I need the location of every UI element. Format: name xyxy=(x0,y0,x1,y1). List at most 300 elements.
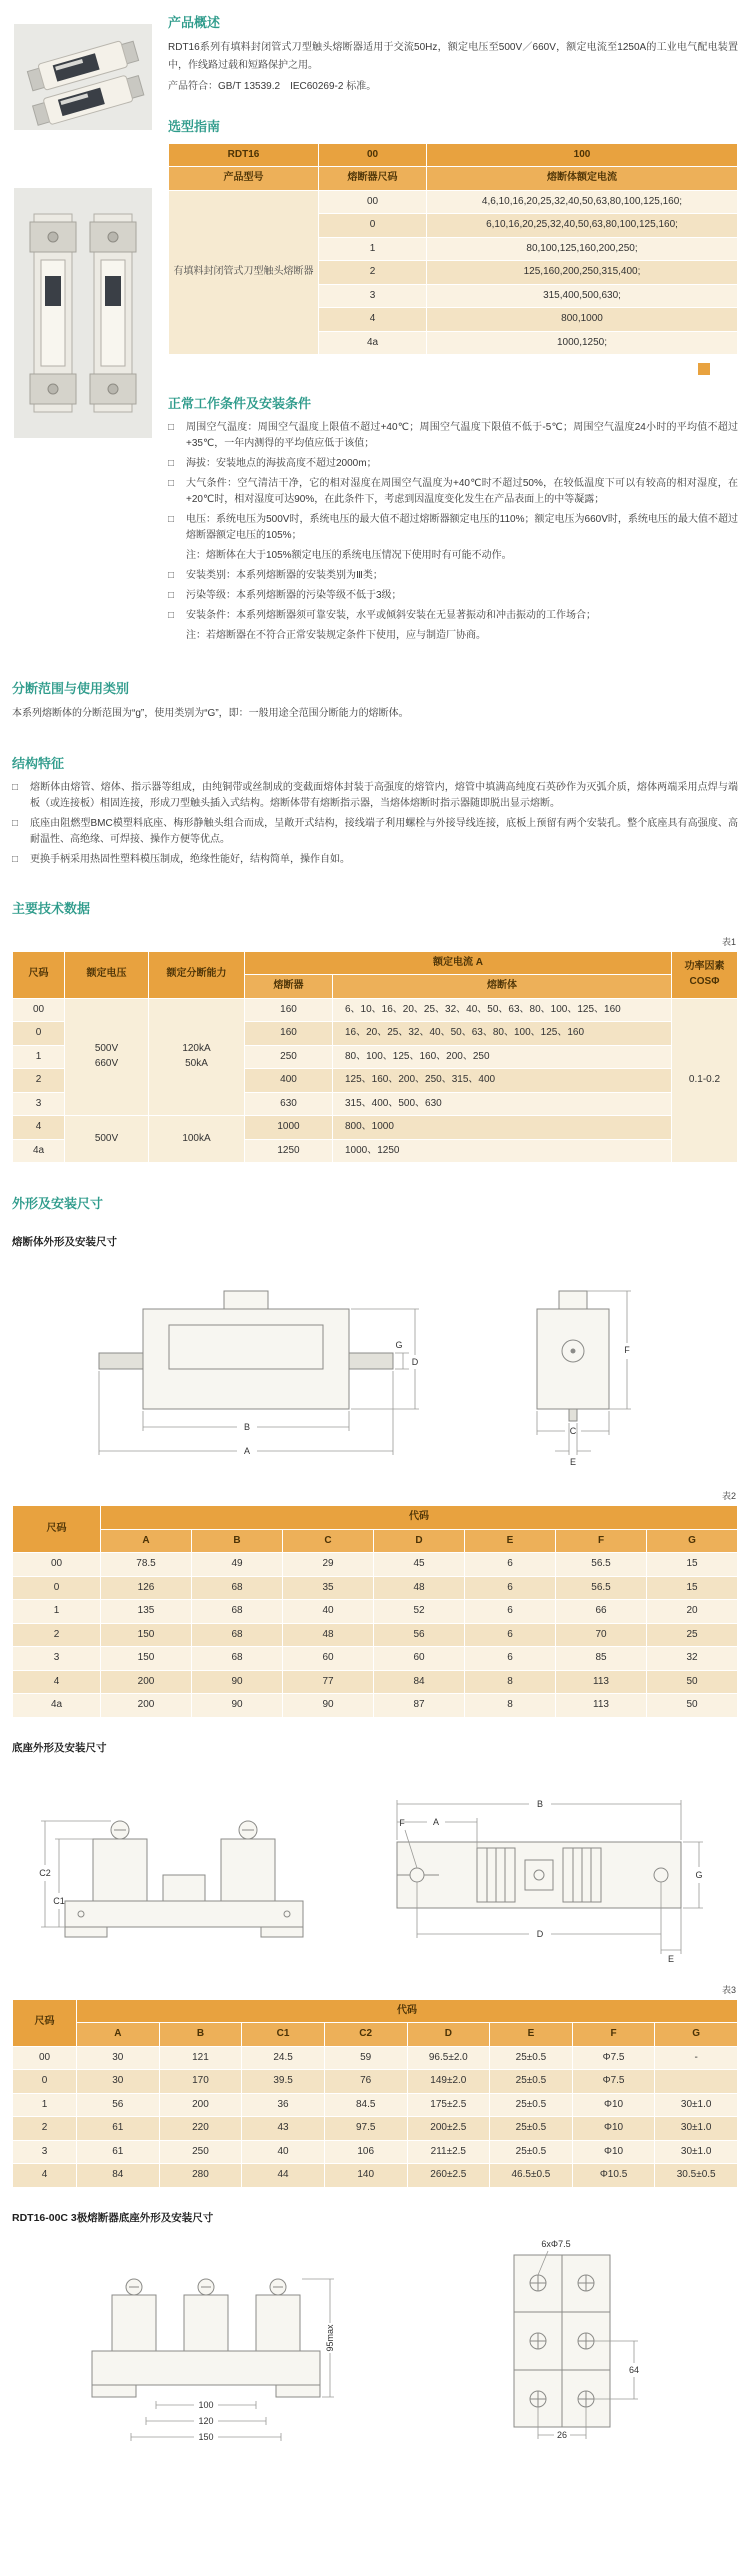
checkbox-glyph xyxy=(168,548,180,564)
current-cell: 125,160,200,250,315,400; xyxy=(427,261,738,285)
size-cell: 0 xyxy=(319,214,427,238)
value-cell: 113 xyxy=(556,1694,647,1718)
value-cell xyxy=(655,2070,738,2094)
value-cell: 59 xyxy=(324,2046,407,2070)
value-cell: 50 xyxy=(647,1694,738,1718)
breaking-cell xyxy=(149,998,245,1116)
condition-item xyxy=(168,512,738,544)
breaking-cell: 100kA xyxy=(149,1116,245,1163)
dim-label: 64 xyxy=(628,2364,640,2375)
value-cell: 135 xyxy=(101,1600,192,1624)
condition-item xyxy=(168,568,738,584)
condition-text: 污染等级：本系列熔断器的污染等级不低于3级； xyxy=(186,590,402,601)
col-header: B xyxy=(159,2023,242,2047)
dim-label: 95max xyxy=(325,2323,335,2352)
voltage-cell xyxy=(65,998,149,1116)
checkbox-glyph: □ xyxy=(12,853,19,865)
size-cell: 4a xyxy=(13,1694,101,1718)
selection-title: 选型指南 xyxy=(168,118,221,134)
fuse-links-photo xyxy=(14,24,152,130)
checkbox-glyph: □ xyxy=(12,817,19,829)
value-cell: 90 xyxy=(192,1670,283,1694)
value-cell: 85 xyxy=(556,1647,647,1671)
value-cell: 25±0.5 xyxy=(490,2046,573,2070)
value-cell: 39.5 xyxy=(242,2070,325,2094)
value-cell: 6 xyxy=(465,1576,556,1600)
condition-text: 周围空气温度：周围空气温度上限值不超过+40℃；周围空气温度下限值不低于-5℃；周围空气温度24小时的平均值不超过+35℃，一年内测得的平均值应低于该值； xyxy=(186,422,738,449)
top-main-column xyxy=(168,8,738,648)
selection-header-model: RDT16 xyxy=(169,143,319,167)
structure-list xyxy=(12,780,738,868)
product-photo-fuse-bases xyxy=(14,188,152,438)
size-cell: 0 xyxy=(13,1576,101,1600)
link-current-cell: 315、400、500、630 xyxy=(333,1092,672,1116)
value-cell: 260±2.5 xyxy=(407,2164,490,2188)
tech-data-table xyxy=(12,951,738,1164)
table-row xyxy=(13,1694,738,1718)
value-cell: 43 xyxy=(242,2117,325,2141)
dim-label: D xyxy=(411,1357,418,1367)
size-cell: 4a xyxy=(13,1139,65,1163)
structure-item xyxy=(12,780,738,812)
value-cell: 36 xyxy=(242,2093,325,2117)
value-cell: 56.5 xyxy=(556,1553,647,1577)
size-cell: 00 xyxy=(319,190,427,214)
value-cell: 84.5 xyxy=(324,2093,407,2117)
value-cell: 90 xyxy=(192,1694,283,1718)
value-cell: 25±0.5 xyxy=(490,2093,573,2117)
value-cell: 30±1.0 xyxy=(655,2117,738,2141)
dim-label: 100 xyxy=(198,2399,214,2410)
size-cell: 1 xyxy=(13,1600,101,1624)
link-current-cell: 80、100、125、160、200、250 xyxy=(333,1045,672,1069)
value-cell: - xyxy=(655,2046,738,2070)
table-row xyxy=(13,2164,738,2188)
table-row xyxy=(13,998,738,1022)
table2-label: 表2 xyxy=(721,1491,736,1501)
table-row xyxy=(13,2093,738,2117)
value-cell: 48 xyxy=(374,1576,465,1600)
checkbox-glyph: □ xyxy=(168,478,175,489)
dims3-header-row xyxy=(13,1999,738,2023)
size-cell: 00 xyxy=(13,1553,101,1577)
col-header: C2 xyxy=(324,2023,407,2047)
value-cell: 56 xyxy=(77,2093,160,2117)
value-cell: 30 xyxy=(77,2070,160,2094)
col-header-code: 代码 xyxy=(77,1999,738,2023)
value-cell: 150 xyxy=(101,1647,192,1671)
col-header: D xyxy=(407,2023,490,2047)
value-cell: Φ10 xyxy=(572,2140,655,2164)
value-cell: 61 xyxy=(77,2117,160,2141)
condition-text: 大气条件：空气清洁干净，它的相对湿度在周围空气温度为+40℃时不超过50%，在较低温度下可以有较高的相对湿度，在+20℃时，相对湿度可达90%，在此条件下，考虑到因温度变化发生在产品表面上的中等凝露； xyxy=(186,478,738,505)
selection-header-current: 100 xyxy=(427,143,738,167)
size-cell: 2 xyxy=(13,1623,101,1647)
value-cell: 90 xyxy=(283,1694,374,1718)
dim-label: 150 xyxy=(198,2431,214,2442)
link-current-cell: 1000、1250 xyxy=(333,1139,672,1163)
col-header-holder: 熔断器 xyxy=(245,975,333,999)
category-title: 分断范围与使用类别 xyxy=(12,681,130,696)
value-cell: 25±0.5 xyxy=(490,2070,573,2094)
table-row xyxy=(169,190,738,214)
overview-paragraph: RDT16系列有填料封闭管式刀型触头熔断器适用于交流50Hz，额定电压至500V／660V，额定电流至1250A的工业电气配电装置中，作线路过载和短路保护之用。 xyxy=(168,42,738,71)
table-row xyxy=(13,2070,738,2094)
product-photos xyxy=(12,8,154,648)
dim-label: B xyxy=(537,1798,544,1809)
fuse-front-drawing xyxy=(81,1259,421,1471)
value-cell: 15 xyxy=(647,1576,738,1600)
holder-current-cell: 160 xyxy=(245,998,333,1022)
value-cell: 220 xyxy=(159,2117,242,2141)
col-header: C1 xyxy=(242,2023,325,2047)
value-cell: 30.5±0.5 xyxy=(655,2164,738,2188)
value-cell: 66 xyxy=(556,1600,647,1624)
selection-table xyxy=(168,143,738,356)
value-cell: 175±2.5 xyxy=(407,2093,490,2117)
value-cell: 48 xyxy=(283,1623,374,1647)
value-cell: 113 xyxy=(556,1670,647,1694)
dims2-header-row xyxy=(13,1506,738,1530)
value-cell: 35 xyxy=(283,1576,374,1600)
col-header-size: 尺码 xyxy=(13,951,65,998)
table-row xyxy=(13,1576,738,1600)
size-cell: 00 xyxy=(13,2046,77,2070)
value-cell: 96.5±2.0 xyxy=(407,2046,490,2070)
value-cell: 25±0.5 xyxy=(490,2140,573,2164)
selection-header-size: 00 xyxy=(319,143,427,167)
value-cell: 200 xyxy=(159,2093,242,2117)
value-cell: 68 xyxy=(192,1600,283,1624)
value-cell: Φ10 xyxy=(572,2117,655,2141)
value-cell: Φ10 xyxy=(572,2093,655,2117)
pole3-front-drawing xyxy=(62,2235,362,2447)
condition-text: 海拔：安装地点的海拔高度不超过2000m； xyxy=(186,458,377,469)
value-cell: 30±1.0 xyxy=(655,2140,738,2164)
link-current-cell: 800、1000 xyxy=(333,1116,672,1140)
value-cell: 6 xyxy=(465,1647,556,1671)
value-cell: 8 xyxy=(465,1694,556,1718)
conditions-list xyxy=(168,420,738,644)
value-cell: Φ10.5 xyxy=(572,2164,655,2188)
value-cell: 49 xyxy=(192,1553,283,1577)
dim-label: 26 xyxy=(556,2429,568,2440)
base-top-drawing xyxy=(359,1790,719,1965)
category-text: 本系列熔断体的分断范围为“g”，使用类别为“G”，即：一般用途全范围分断能力的熔断体。 xyxy=(12,708,409,719)
value-cell: 149±2.0 xyxy=(407,2070,490,2094)
dim-label: 120 xyxy=(198,2415,214,2426)
value-cell: 29 xyxy=(283,1553,374,1577)
dim-label: 6xΦ7.5 xyxy=(541,2238,571,2249)
current-cell: 6,10,16,20,25,32,40,50,63,80,100,125,160; xyxy=(427,214,738,238)
link-current-cell: 125、160、200、250、315、400 xyxy=(333,1069,672,1093)
size-cell: 2 xyxy=(13,1069,65,1093)
size-cell: 1 xyxy=(13,2093,77,2117)
value-cell: 30 xyxy=(77,2046,160,2070)
value-cell: Φ7.5 xyxy=(572,2070,655,2094)
fuse-bases-photo xyxy=(14,188,152,438)
value-cell: 52 xyxy=(374,1600,465,1624)
col-header-size: 尺码 xyxy=(13,1999,77,2046)
value-cell: 200 xyxy=(101,1670,192,1694)
value-cell: 97.5 xyxy=(324,2117,407,2141)
value-cell: 140 xyxy=(324,2164,407,2188)
value-cell: 8 xyxy=(465,1670,556,1694)
value-cell: 84 xyxy=(77,2164,160,2188)
pole3-top-drawing xyxy=(452,2235,672,2447)
size-cell: 0 xyxy=(13,1022,65,1046)
size-cell: 3 xyxy=(13,2140,77,2164)
checkbox-glyph: □ xyxy=(168,422,175,433)
structure-section xyxy=(12,753,738,868)
value-cell: 25±0.5 xyxy=(490,2117,573,2141)
size-cell: 2 xyxy=(13,2117,77,2141)
value-cell: 30±1.0 xyxy=(655,2093,738,2117)
dim-label: C1 xyxy=(52,1895,65,1906)
dims3-subheader-row xyxy=(13,2023,738,2047)
col-header: F xyxy=(556,1529,647,1553)
col-header: E xyxy=(490,2023,573,2047)
current-cell: 1000,1250; xyxy=(427,331,738,355)
table-row xyxy=(13,2046,738,2070)
voltage-value: 500V xyxy=(94,1043,119,1055)
value-cell: 211±2.5 xyxy=(407,2140,490,2164)
value-cell: 6 xyxy=(465,1553,556,1577)
condition-text: 注：熔断体在大于105%额定电压的系统电压情况下使用时有可能不动作。 xyxy=(186,550,512,561)
top-section xyxy=(12,8,738,648)
table-row xyxy=(13,1600,738,1624)
checkbox-glyph: □ xyxy=(12,781,19,793)
value-cell: 32 xyxy=(647,1647,738,1671)
current-cell: 80,100,125,160,200,250; xyxy=(427,237,738,261)
table-row xyxy=(13,2140,738,2164)
value-cell: 200±2.5 xyxy=(407,2117,490,2141)
overview-standard: 产品符合：GB/T 13539.2 IEC60269-2 标准。 xyxy=(168,81,377,92)
dim-label: A xyxy=(433,1816,440,1827)
holder-current-cell: 630 xyxy=(245,1092,333,1116)
dim-label: B xyxy=(243,1422,250,1432)
base-dims-caption: 底座外形及安装尺寸 xyxy=(12,1741,107,1754)
structure-title: 结构特征 xyxy=(12,755,65,771)
dim-label: D xyxy=(537,1928,544,1939)
structure-text: 熔断体由熔管、熔体、指示器等组成，由纯铜带或丝制成的变截面熔体封装于高强度的熔管内，熔管中填满高纯度石英砂作为灭弧介质，熔体两端采用点焊与端板（或连接板）相固连接，形成刀型触头插入式结构。熔断体带有熔断指示器，当熔体熔断时指示器随即脱出显示熔断。 xyxy=(30,781,738,809)
col-header: D xyxy=(374,1529,465,1553)
breaking-value: 120kA xyxy=(182,1043,211,1055)
conditions-title: 正常工作条件及安装条件 xyxy=(168,396,312,411)
dim-label: E xyxy=(668,1953,675,1964)
value-cell: 56 xyxy=(374,1623,465,1647)
col-header-cos: 功率因素 COSΦ xyxy=(672,951,738,998)
value-cell: 200 xyxy=(101,1694,192,1718)
col-header: B xyxy=(192,1529,283,1553)
value-cell: 45 xyxy=(374,1553,465,1577)
table3-label: 表3 xyxy=(721,1984,736,1995)
col-header: A xyxy=(101,1529,192,1553)
current-cell: 800,1000 xyxy=(427,308,738,332)
size-cell: 3 xyxy=(13,1647,101,1671)
tech-title: 主要技术数据 xyxy=(12,900,91,916)
structure-text: 底座由阻燃型BMC模塑料底座、梅形静触头组合而成，呈敞开式结构，接线端子利用螺栓与外接导线连接，底板上预留有两个安装孔。整个底座具有高强度、高耐温性、高绝缘、可焊接、操作方便等优点。 xyxy=(30,817,738,845)
dim-label: A xyxy=(243,1446,250,1456)
condition-item xyxy=(168,476,738,508)
dim-label: G xyxy=(695,1869,703,1880)
condition-item xyxy=(168,588,738,604)
value-cell: 56.5 xyxy=(556,1576,647,1600)
breaking-value: 50kA xyxy=(185,1057,208,1069)
value-cell: 25 xyxy=(647,1623,738,1647)
condition-item xyxy=(168,608,738,624)
value-cell: 24.5 xyxy=(242,2046,325,2070)
size-cell: 4 xyxy=(319,308,427,332)
value-cell: 77 xyxy=(283,1670,374,1694)
condition-text: 电压：系统电压为500V时，系统电压的最大值不超过熔断器额定电压的110%；额定电压为660V时，系统电压的最大值不超过熔断器额定电压的105%； xyxy=(186,514,738,541)
size-cell: 3 xyxy=(13,1092,65,1116)
size-cell: 4 xyxy=(13,1116,65,1140)
structure-item xyxy=(12,852,738,868)
dims2-subheader-row xyxy=(13,1529,738,1553)
table1-label: 表1 xyxy=(721,936,736,947)
size-cell: 4a xyxy=(319,331,427,355)
cos-cell: 0.1-0.2 xyxy=(672,998,738,1163)
fuse-side-drawing xyxy=(489,1259,669,1471)
col-header: G xyxy=(647,1529,738,1553)
checkbox-glyph: □ xyxy=(168,458,175,469)
value-cell: 150 xyxy=(101,1623,192,1647)
fuse-drawings xyxy=(12,1259,738,1471)
col-header: G xyxy=(655,2023,738,2047)
dim-label: E xyxy=(570,1457,577,1467)
value-cell: 126 xyxy=(101,1576,192,1600)
value-cell: 250 xyxy=(159,2140,242,2164)
value-cell: 44 xyxy=(242,2164,325,2188)
condition-text: 安装类别：本系列熔断器的安装类别为Ⅲ类； xyxy=(186,570,383,581)
value-cell: 70 xyxy=(556,1623,647,1647)
table-row xyxy=(13,2117,738,2141)
value-cell: 87 xyxy=(374,1694,465,1718)
base-dims-table xyxy=(12,1999,738,2188)
bottom-dims-caption: RDT16-00C 3极熔断器底座外形及安装尺寸 xyxy=(12,2211,214,2224)
checkbox-glyph: □ xyxy=(168,514,175,525)
product-name-cell: 有填料封闭管式刀型触头熔断器 xyxy=(169,190,319,355)
table-row xyxy=(13,1623,738,1647)
fuse-dims-table xyxy=(12,1505,738,1718)
value-cell: 170 xyxy=(159,2070,242,2094)
col-header-voltage: 额定电压 xyxy=(65,951,149,998)
size-cell: 3 xyxy=(319,284,427,308)
holder-current-cell: 250 xyxy=(245,1045,333,1069)
col-header-breaking: 额定分断能力 xyxy=(149,951,245,998)
dim-label: C xyxy=(570,1426,577,1436)
size-cell: 0 xyxy=(13,2070,77,2094)
base-drawings xyxy=(12,1765,738,1965)
value-cell: 6 xyxy=(465,1623,556,1647)
size-cell: 1 xyxy=(13,1045,65,1069)
current-cell: 4,6,10,16,20,25,32,40,50,63,80,100,125,160; xyxy=(427,190,738,214)
col-header-code: 代码 xyxy=(101,1506,738,1530)
table-row xyxy=(13,1670,738,1694)
holder-current-cell: 1000 xyxy=(245,1116,333,1140)
dim-label: F xyxy=(624,1345,631,1355)
voltage-cell: 500V xyxy=(65,1116,149,1163)
value-cell: 78.5 xyxy=(101,1553,192,1577)
table-row xyxy=(13,1647,738,1671)
value-cell: 68 xyxy=(192,1623,283,1647)
value-cell: 46.5±0.5 xyxy=(490,2164,573,2188)
condition-item xyxy=(168,420,738,452)
selection-subheader-model: 产品型号 xyxy=(169,167,319,191)
holder-current-cell: 160 xyxy=(245,1022,333,1046)
size-cell: 1 xyxy=(319,237,427,261)
col-header: A xyxy=(77,2023,160,2047)
product-photo-fuse-links xyxy=(14,24,152,130)
value-cell: 40 xyxy=(242,2140,325,2164)
value-cell: 50 xyxy=(647,1670,738,1694)
col-header-link: 熔断体 xyxy=(333,975,672,999)
link-current-cell: 16、20、25、32、40、50、63、80、100、125、160 xyxy=(333,1022,672,1046)
selection-subheader-current: 熔断体额定电流 xyxy=(427,167,738,191)
col-header: E xyxy=(465,1529,556,1553)
structure-text: 更换手柄采用热固性塑料模压制成，绝缘性能好，结构简单，操作自如。 xyxy=(30,853,350,865)
value-cell: 84 xyxy=(374,1670,465,1694)
dims-title: 外形及安装尺寸 xyxy=(12,1196,104,1211)
dim-label: G xyxy=(395,1340,403,1350)
value-cell: 60 xyxy=(374,1647,465,1671)
checkbox-glyph: □ xyxy=(168,590,175,601)
condition-text: 注：若熔断器在不符合正常安装规定条件下使用，应与制造厂协商。 xyxy=(186,630,486,641)
condition-item xyxy=(168,548,738,564)
value-cell: 280 xyxy=(159,2164,242,2188)
pole3-drawings xyxy=(12,2235,738,2447)
base-front-drawing xyxy=(31,1765,341,1965)
structure-item xyxy=(12,816,738,848)
checkbox-glyph: □ xyxy=(168,570,175,581)
voltage-value: 660V xyxy=(94,1057,119,1069)
value-cell: 60 xyxy=(283,1647,374,1671)
checkbox-glyph xyxy=(168,628,180,644)
dim-label: F xyxy=(399,1817,406,1828)
size-cell: 00 xyxy=(13,998,65,1022)
value-cell: 20 xyxy=(647,1600,738,1624)
value-cell: 61 xyxy=(77,2140,160,2164)
link-current-cell: 6、10、16、20、25、32、40、50、63、80、100、125、160 xyxy=(333,998,672,1022)
fuse-dims-caption: 熔断体外形及安装尺寸 xyxy=(12,1236,117,1248)
selection-subheader-row xyxy=(169,167,738,191)
col-header-current-group: 额定电流 A xyxy=(245,951,672,975)
col-header: C xyxy=(283,1529,374,1553)
dim-label: C2 xyxy=(38,1867,51,1878)
decor-square xyxy=(698,363,710,375)
holder-current-cell: 1250 xyxy=(245,1139,333,1163)
table-row xyxy=(13,1553,738,1577)
checkbox-glyph: □ xyxy=(168,610,175,621)
category-section xyxy=(12,678,738,723)
table-row xyxy=(13,1116,738,1140)
value-cell: 6 xyxy=(465,1600,556,1624)
condition-item xyxy=(168,456,738,472)
tech-section xyxy=(12,898,738,1164)
holder-current-cell: 400 xyxy=(245,1069,333,1093)
value-cell: 121 xyxy=(159,2046,242,2070)
value-cell: Φ7.5 xyxy=(572,2046,655,2070)
value-cell: 68 xyxy=(192,1576,283,1600)
overview-title: 产品概述 xyxy=(168,15,221,30)
dims-section xyxy=(12,1193,738,2447)
value-cell: 15 xyxy=(647,1553,738,1577)
tech-header-row xyxy=(13,951,738,975)
selection-header-row xyxy=(169,143,738,167)
size-cell: 2 xyxy=(319,261,427,285)
value-cell: 68 xyxy=(192,1647,283,1671)
